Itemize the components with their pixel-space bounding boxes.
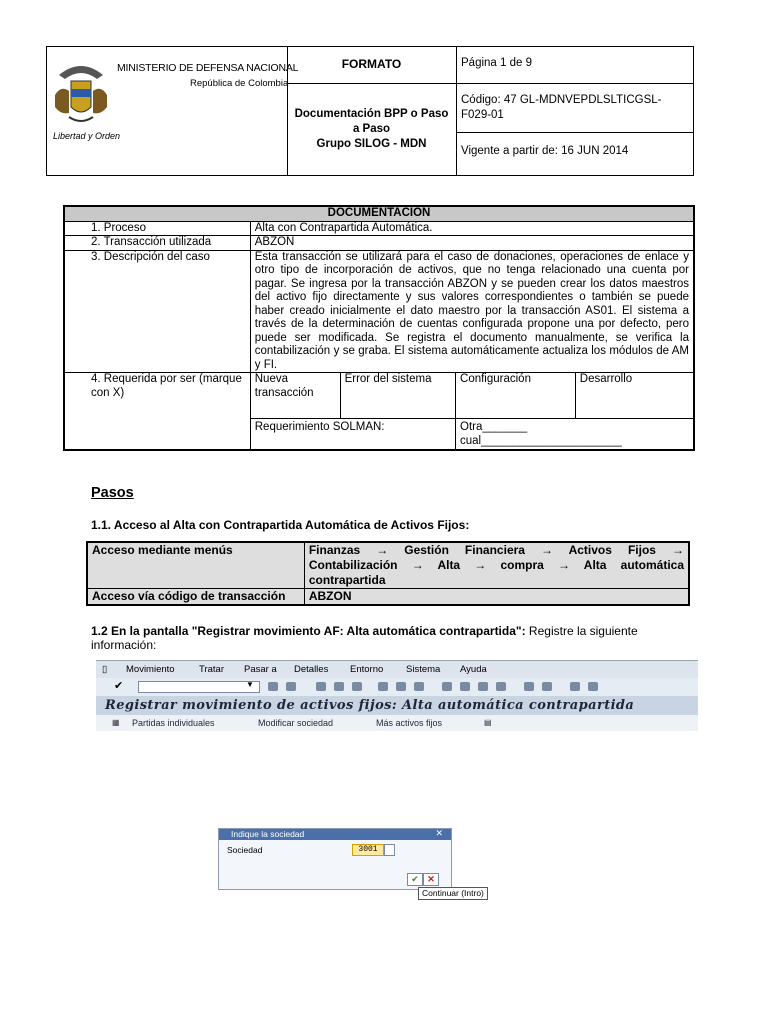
table-row [87, 589, 689, 606]
document-code: Código: 47 GL-MDNVEPDLSLTICGSL-F029-01 [461, 94, 662, 121]
country-name: República de Colombia [190, 78, 289, 89]
motto: Libertad y Orden [53, 131, 121, 141]
table-row [64, 221, 694, 236]
step-1-2-text [91, 624, 691, 652]
shortcut-icon[interactable] [542, 682, 552, 691]
option-desarrollo[interactable]: Desarrollo [575, 373, 694, 419]
otra-field[interactable] [456, 419, 694, 450]
format-label: FORMATO [341, 57, 402, 71]
mas-activos-button[interactable]: Más activos fijos [376, 718, 443, 728]
document-header [46, 46, 694, 176]
table-row [64, 250, 694, 373]
modificar-sociedad-button[interactable]: Modificar sociedad [258, 718, 334, 728]
document-title-line2: a Paso [352, 123, 391, 135]
back-nav-icon[interactable] [316, 682, 326, 691]
otra-line2: cual______________________ [460, 434, 622, 447]
command-field[interactable] [138, 681, 260, 693]
dialog-title: Indique la sociedad [231, 829, 305, 839]
table-row [64, 236, 694, 251]
row-value: ABZON [250, 236, 694, 251]
access-label: Acceso mediante menús [87, 542, 304, 589]
continue-button[interactable]: ✔ [407, 873, 423, 886]
help-icon[interactable] [570, 682, 580, 691]
sociedad-label: Sociedad [227, 845, 263, 855]
sap-standard-toolbar [96, 678, 698, 697]
prev-page-icon[interactable] [460, 682, 470, 691]
menu-tratar[interactable]: Tratar [199, 664, 224, 675]
menu-ayuda[interactable]: Ayuda [460, 664, 487, 675]
first-page-icon[interactable] [442, 682, 452, 691]
document-title-line1: Documentación BPP o Paso [294, 108, 449, 120]
document-title [287, 107, 456, 152]
option-nueva[interactable]: Nueva transacción [250, 373, 340, 419]
documentacion-table [63, 205, 695, 451]
option-configuracion[interactable]: Configuración [456, 373, 576, 419]
search-help-icon[interactable] [384, 844, 395, 856]
valid-from: Vigente a partir de: 16 JUN 2014 [461, 145, 629, 157]
cancel-icon[interactable] [352, 682, 362, 691]
row-value: Esta transacción se utilizará para el caso de donaciones, operaciones de enlace y otro tipo de incorporación de activos, que no tenga relacionado una cuenta por pagar. Se ingresa por la transacción ABZON y se pueden crear los datos maestros del activo fijo directamente y sus valores correspondientes o también se puede haber creado inicialmente el dato maestro por la transacción AS01. El sistema a través de la determinación de cuentas configurada propone una por defecto, pero puede ser modificada. Se registra el documento manualmente, se verifica la contabilización y se graba. El sistema automáticamente actualiza los módulos de AM y FI. [250, 250, 694, 373]
new-session-icon[interactable] [524, 682, 534, 691]
row-label: 2. Transacción utilizada [64, 236, 250, 251]
option-error[interactable]: Error del sistema [340, 373, 455, 419]
screen-title: Registrar movimiento de activos fijos: Alta automática contrapartida [105, 698, 635, 713]
otra-line1: Otra_______ [460, 421, 528, 433]
partidas-button[interactable]: Partidas individuales [132, 718, 215, 728]
row-value: Alta con Contrapartida Automática. [250, 221, 694, 236]
back-icon[interactable] [268, 682, 278, 691]
close-icon[interactable]: ✕ [435, 828, 443, 838]
cancel-button[interactable]: ✕ [423, 873, 439, 886]
grid-icon[interactable]: ▦ [112, 718, 120, 727]
dialog-titlebar [219, 829, 451, 840]
access-value: Finanzas → Gestión Financiera → Activos Fijos → Contabilización → Alta → compra → Alta automática contrapartida [304, 542, 689, 589]
table-row [87, 542, 689, 589]
exit-icon[interactable] [334, 682, 344, 691]
chevron-down-icon[interactable]: ▼ [246, 680, 254, 689]
sap-title-bar [96, 696, 698, 715]
find-next-icon[interactable] [414, 682, 424, 691]
page-number: Página 1 de 9 [461, 57, 532, 69]
row-label: 3. Descripción del caso [64, 250, 250, 373]
sociedad-input[interactable]: 3001 [352, 844, 384, 856]
next-page-icon[interactable] [478, 682, 488, 691]
documentacion-title: DOCUMENTACION [64, 206, 694, 221]
sap-menu-bar [96, 661, 698, 678]
step-1-1-heading: 1.1. Acceso al Alta con Contrapartida Automática de Activos Fijos: [91, 518, 470, 532]
last-page-icon[interactable] [496, 682, 506, 691]
sap-application-toolbar [96, 715, 698, 731]
step-1-2-rest: Registre la siguiente información: [91, 624, 638, 652]
requerida-label: 4. Requerida por ser (marque con X) [64, 373, 250, 450]
document-title-line3: Grupo SILOG - MDN [316, 138, 427, 150]
coat-of-arms-icon [51, 55, 111, 133]
sap-screenshot [96, 660, 698, 906]
save-icon[interactable] [286, 682, 296, 691]
menu-entorno[interactable]: Entorno [350, 664, 384, 675]
print-icon[interactable] [378, 682, 388, 691]
step-1-2-bold: 1.2 En la pantalla "Registrar movimiento AF: Alta automática contrapartida": [91, 624, 526, 638]
sociedad-dialog [218, 828, 452, 890]
menu-sistema[interactable]: Sistema [406, 664, 441, 675]
document-icon[interactable]: ▤ [484, 718, 492, 727]
access-table [86, 541, 690, 606]
find-icon[interactable] [396, 682, 406, 691]
pasos-heading: Pasos [91, 485, 134, 501]
row-label: 1. Proceso [64, 221, 250, 236]
access-label: Acceso vía código de transacción [87, 589, 304, 606]
solman-label: Requerimiento SOLMAN: [250, 419, 455, 450]
layout-icon[interactable] [588, 682, 598, 691]
sap-menu-icon[interactable]: ▯ [102, 664, 108, 675]
table-row [64, 373, 694, 419]
access-value: ABZON [304, 589, 689, 606]
enter-icon[interactable]: ✔ [114, 680, 124, 692]
menu-pasar-a[interactable]: Pasar a [244, 664, 277, 675]
menu-movimiento[interactable]: Movimiento [126, 664, 175, 675]
menu-detalles[interactable]: Detalles [294, 664, 329, 675]
continue-tooltip: Continuar (Intro) [418, 887, 488, 900]
ministry-name: MINISTERIO DE DEFENSA NACIONAL [117, 62, 299, 74]
